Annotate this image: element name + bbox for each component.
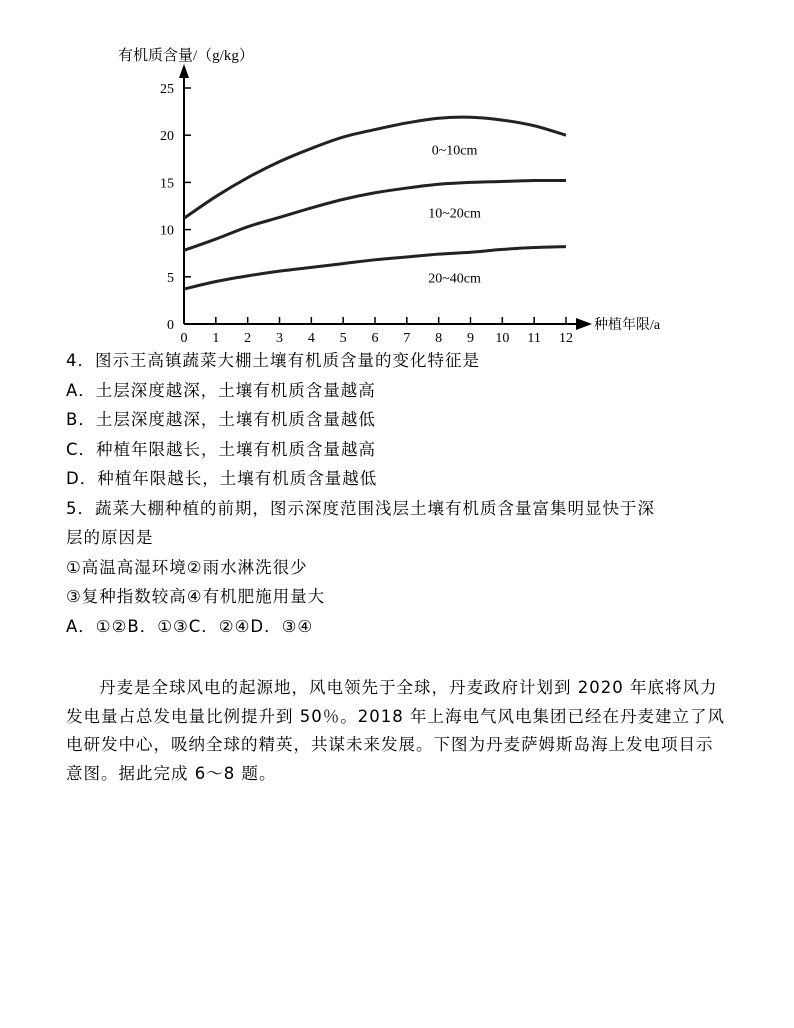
series-line-1	[184, 180, 566, 250]
y-axis-label: 有机质含量/（g/kg）	[118, 48, 254, 64]
series-label: 10~20cm	[428, 206, 481, 222]
x-tick-label: 10	[495, 331, 510, 346]
x-tick-label: 5	[339, 331, 347, 346]
series-line-0	[184, 117, 566, 218]
x-tick-label: 0	[180, 331, 188, 346]
y-tick-label: 20	[160, 129, 174, 145]
x-tick-label: 4	[307, 331, 315, 346]
question-line: 4．图示王高镇蔬菜大棚土壤有机质含量的变化特征是	[66, 351, 480, 370]
x-tick-label: 11	[527, 331, 541, 346]
question-line: A．土层深度越深，土壤有机质含量越高	[66, 380, 376, 400]
question-line: ①高温高湿环境②雨水淋洗很少	[66, 557, 308, 577]
x-tick-label: 6	[371, 331, 379, 346]
x-tick-label: 9	[467, 331, 474, 346]
series-label: 20~40cm	[428, 271, 481, 287]
question-line: D．种植年限越长，土壤有机质含量越低	[66, 469, 378, 488]
x-axis-arrow	[576, 318, 592, 330]
y-tick-label: 5	[167, 270, 174, 286]
y-tick-label: 0	[167, 318, 174, 333]
question-line: 5．蔬菜大棚种植的前期，图示深度范围浅层土壤有机质含量富集明显快于深	[66, 498, 655, 518]
y-tick-label: 15	[160, 176, 174, 192]
x-tick-label: 2	[244, 331, 252, 346]
question-line: ③复种指数较高④有机肥施用量大	[66, 587, 326, 606]
x-tick-label: 8	[435, 331, 443, 346]
x-tick-label: 1	[212, 331, 220, 346]
question-line: C．种植年限越长，土壤有机质含量越高	[66, 439, 377, 459]
x-tick-label: 7	[403, 331, 411, 346]
question-line: A．①②B．①③C．②④D．③④	[66, 616, 314, 636]
passage	[66, 674, 730, 788]
series-label: 0~10cm	[431, 143, 478, 159]
question-line: B．土层深度越深，土壤有机质含量越低	[66, 410, 376, 429]
passage-text: 丹麦是全球风电的起源地，风电领先于全球，丹麦政府计划到 2020 年底将风力发电量占总发电量比例提升到 50％。2018 年上海电气风电集团已经在丹麦建立了风电研发中心，吸纳全球的精英，共谋未来发展。下图为丹麦萨姆斯岛海上发电项目示意图。据此完成 6～8 题。	[66, 678, 725, 783]
x-tick-label: 3	[276, 331, 283, 346]
y-axis-arrow	[179, 64, 189, 78]
y-tick-label: 25	[160, 82, 174, 97]
x-axis-label: 种植年限/a	[594, 318, 661, 333]
question-line: 层的原因是	[66, 528, 154, 547]
series-line-2	[184, 247, 566, 289]
organic-matter-chart	[110, 40, 700, 350]
y-tick-label: 10	[160, 223, 174, 239]
plot-area	[160, 82, 573, 346]
x-tick-label: 12	[559, 331, 573, 346]
